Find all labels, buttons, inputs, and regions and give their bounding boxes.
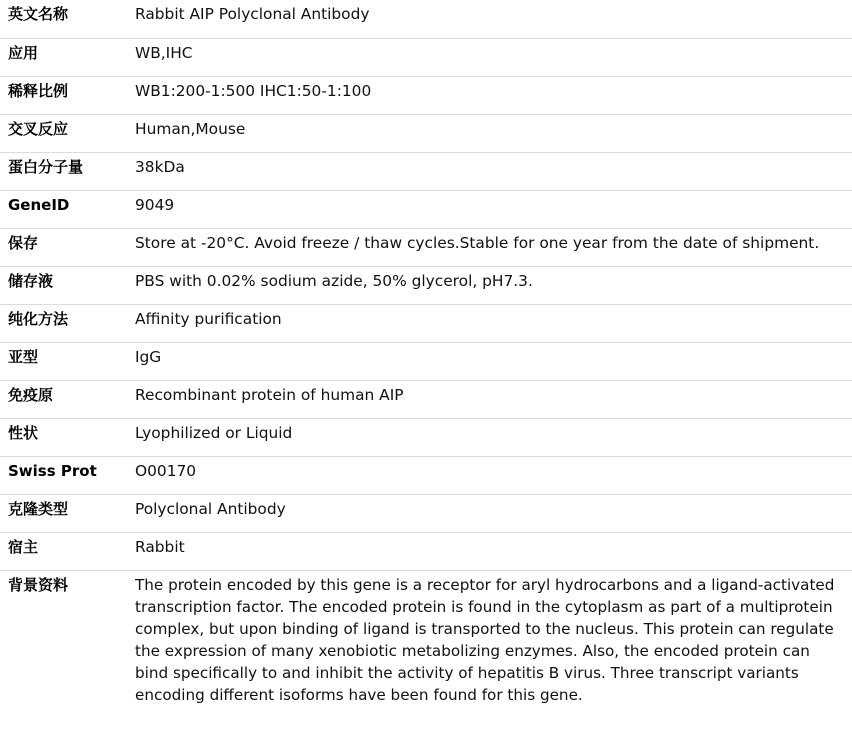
spec-value: 38kDa: [135, 157, 185, 176]
spec-label: 免疫原: [8, 385, 54, 404]
spec-row-molecular-weight: [0, 152, 852, 190]
spec-value: Affinity purification: [135, 309, 282, 328]
spec-row-host: [0, 532, 852, 570]
spec-label: 克隆类型: [8, 499, 69, 518]
spec-value: Human,Mouse: [135, 119, 246, 138]
spec-label: 性状: [8, 423, 39, 442]
spec-label: 蛋白分子量: [8, 157, 84, 176]
spec-label: 储存液: [8, 271, 54, 290]
spec-label: 应用: [8, 43, 39, 62]
spec-label: 保存: [8, 233, 39, 252]
spec-row-application: [0, 38, 852, 76]
spec-label: 稀释比例: [8, 81, 69, 100]
spec-value: The protein encoded by this gene is a receptor for aryl hydrocarbons and a ligand-activated transcription factor. The encoded protein is found in the cytoplasm as part of a multiprotein complex, but upon binding of ligand is transported to the nucleus. This protein can regulate the expression of many xenobiotic metabolizing enzymes. Also, the encoded protein can bind specifically to and inhibit the activity of hepatitis B virus. Three transcript variants encoding different isoforms have been found for this gene.: [135, 575, 835, 704]
spec-label: Swiss Prot: [8, 461, 97, 480]
spec-label: GeneID: [8, 195, 70, 214]
spec-label: 亚型: [8, 347, 39, 366]
spec-value: Store at -20°C. Avoid freeze / thaw cycles.Stable for one year from the date of shipment.: [135, 233, 820, 252]
spec-label: 交叉反应: [8, 119, 69, 138]
spec-row-storage: [0, 228, 852, 266]
spec-row-purification: [0, 304, 852, 342]
spec-row-gene-id: [0, 190, 852, 228]
spec-row-background: [0, 570, 852, 716]
spec-value: IgG: [135, 347, 162, 366]
spec-row-dilution: [0, 76, 852, 114]
spec-label: 英文名称: [8, 5, 69, 23]
spec-label: 纯化方法: [8, 309, 69, 328]
spec-label: 宿主: [8, 537, 39, 556]
spec-value: 9049: [135, 195, 175, 214]
spec-value: O00170: [135, 461, 197, 480]
spec-value: Polyclonal Antibody: [135, 499, 286, 518]
spec-row-reactivity: [0, 114, 852, 152]
spec-value: Rabbit: [135, 537, 185, 556]
spec-value: Recombinant protein of human AIP: [135, 385, 404, 404]
spec-value: Lyophilized or Liquid: [135, 423, 293, 442]
spec-row-form: [0, 418, 852, 456]
spec-value: PBS with 0.02% sodium azide, 50% glycerol, pH7.3.: [135, 271, 533, 290]
spec-row-immunogen: [0, 380, 852, 418]
spec-row-swiss-prot: [0, 456, 852, 494]
spec-row-clonality: [0, 494, 852, 532]
spec-row-isotype: [0, 342, 852, 380]
spec-value: WB,IHC: [135, 43, 193, 62]
spec-value: WB1:200-1:500 IHC1:50-1:100: [135, 81, 372, 100]
spec-row-english-name: [0, 0, 852, 38]
spec-value: Rabbit AIP Polyclonal Antibody: [135, 5, 370, 23]
spec-row-storage-buffer: [0, 266, 852, 304]
spec-label: 背景资料: [8, 575, 69, 594]
